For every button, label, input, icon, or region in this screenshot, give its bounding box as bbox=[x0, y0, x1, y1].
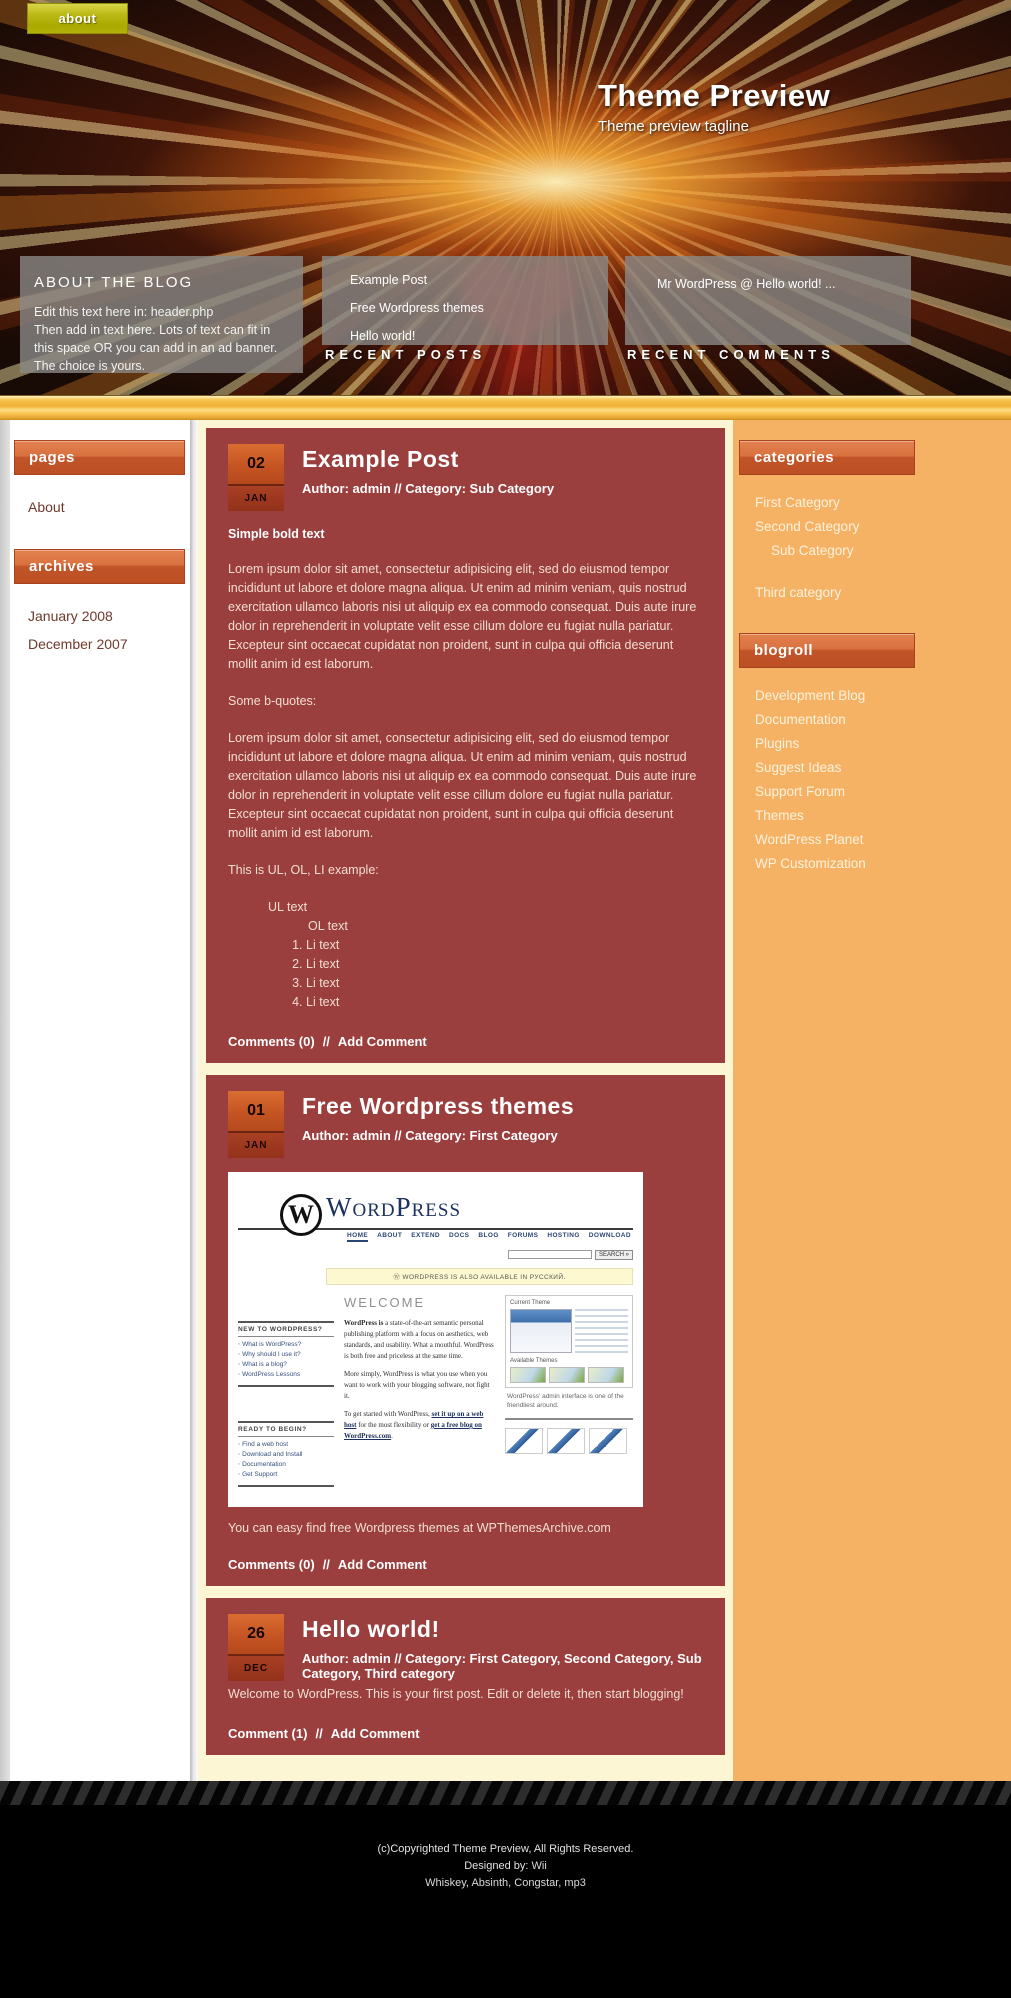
post-title-link[interactable]: Free Wordpress themes bbox=[302, 1093, 575, 1119]
archives-section-header: archives bbox=[14, 549, 185, 584]
wp-shot-logo bbox=[280, 1186, 461, 1228]
archives-links bbox=[10, 602, 190, 658]
post-date-day: 01 bbox=[228, 1091, 284, 1133]
post-date-badge bbox=[228, 1614, 284, 1681]
about-the-blog-box bbox=[20, 256, 303, 373]
comments-count-link[interactable]: Comment (1) bbox=[228, 1726, 308, 1741]
blogroll-link[interactable]: WP Customization bbox=[755, 856, 866, 871]
posts-column bbox=[198, 420, 733, 1781]
post-date-day: 26 bbox=[228, 1614, 284, 1656]
designer-link[interactable]: Wii bbox=[531, 1860, 547, 1872]
about-nav-button[interactable]: about bbox=[27, 3, 128, 34]
designed-by-label: Designed by: bbox=[464, 1860, 529, 1872]
comments-count-link[interactable]: Comments (0) bbox=[228, 1557, 315, 1572]
about-the-blog-text-2: Then add in text here. Lots of text can fit in this space OR you can add in an ad banner. The choice is yours. bbox=[34, 323, 278, 373]
post-date-day: 02 bbox=[228, 444, 284, 486]
recent-comments-label: RECENT COMMENTS bbox=[627, 347, 835, 362]
wp-shot-masthead bbox=[238, 1180, 633, 1239]
ol-text: OL text bbox=[308, 919, 348, 933]
post-title-link[interactable]: Example Post bbox=[302, 446, 459, 472]
post-meta: Author: admin // Category: Sub Category bbox=[302, 481, 555, 496]
post-header bbox=[228, 444, 703, 511]
theme-thumbnail bbox=[510, 1309, 572, 1353]
site-title-block bbox=[598, 78, 830, 135]
post-comments-line bbox=[228, 1557, 703, 1572]
wp-shot-left-column: NEW TO WORDPRESS? ◦ What is WordPress? ◦ Why should I use it? ◦ What is a blog? ◦ WordPress Lessons READY TO BEGIN? ◦ Find a web host ◦ Download and Install ◦ Documentation ◦ Get Support bbox=[238, 1295, 334, 1487]
wp-shot-search-button: SEARCH » bbox=[595, 1250, 633, 1260]
post-list-demo bbox=[228, 898, 703, 1012]
wp-shot-search-input bbox=[508, 1250, 592, 1259]
category-link[interactable]: First Category bbox=[755, 495, 840, 510]
post-title-link[interactable]: Hello world! bbox=[302, 1616, 440, 1642]
post-blockquote: Lorem ipsum dolor sit amet, consectetur adipisicing elit, sed do eiusmod tempor incididunt ut labore et dolore magna aliqua. Ut enim ad minim veniam, quis nostrud exercitation ullamco laboris nisi ut aliquip ex ea commodo consequat. Duis aute irure dolor in reprehenderit in voluptate velit esse cillum dolore eu fugiat nulla pariatur. Excepteur sint occaecat cupidatat non proident, sunt in culpa qui officia deserunt mollit anim id est laborum. bbox=[228, 731, 697, 840]
category-link[interactable]: Sub Category bbox=[771, 543, 854, 558]
header-banner bbox=[0, 0, 1011, 395]
ul-text: UL text bbox=[268, 900, 308, 914]
blogroll-section-header: blogroll bbox=[739, 633, 915, 668]
recent-comment-link[interactable]: Mr WordPress @ Hello world! ... bbox=[657, 277, 836, 291]
post-body bbox=[228, 525, 703, 1012]
ordered-list bbox=[280, 936, 703, 1012]
theme-cards bbox=[505, 1428, 633, 1454]
list-item: 2. Li text bbox=[306, 955, 703, 974]
post-bold-text: Simple bold text bbox=[228, 527, 325, 541]
add-comment-link[interactable]: Add Comment bbox=[337, 1034, 427, 1049]
pages-section-header: pages bbox=[14, 440, 185, 475]
wp-shot-main-column: WELCOME WordPress is a state-of-the-art semantic personal publishing platform with a focus on aesthetics, web standards, and usability. What a mouthful. WordPress is both free and priceless at the same time. More simply, WordPress is what you use when you want to work with your blogging software, not fight it. To get started with WordPress, set it up on a web host for the most flexibility or get a free blog on WordPress.com. bbox=[344, 1295, 494, 1440]
post-free-wordpress-themes bbox=[206, 1075, 725, 1586]
post-date-month: JAN bbox=[228, 1133, 284, 1158]
recent-post-link[interactable]: Hello world! bbox=[350, 329, 416, 343]
post-example-post bbox=[206, 428, 725, 1063]
list-item: 3. Li text bbox=[306, 974, 703, 993]
sidebar-item-about[interactable]: About bbox=[28, 499, 65, 515]
comments-separator: // bbox=[315, 1726, 323, 1741]
content-area bbox=[0, 420, 1011, 1781]
post-paragraph: Lorem ipsum dolor sit amet, consectetur adipisicing elit, sed do eiusmod tempor incididunt ut labore et dolore magna aliqua. Ut enim ad minim veniam, quis nostrud exercitation ullamco laboris nisi ut aliquip ex ea commodo consequat. Duis aute irure dolor in reprehenderit in voluptate velit esse cillum dolore eu fugiat nulla pariatur. Excepteur sint occaecat cupidatat non proident, sunt in culpa qui officia deserunt mollit anim id est laborum. bbox=[228, 562, 697, 671]
category-link[interactable]: Third category bbox=[755, 585, 842, 600]
post-comments-line bbox=[228, 1034, 703, 1049]
wp-shot-search bbox=[238, 1250, 633, 1260]
list-item: 1. Li text bbox=[306, 936, 703, 955]
comments-count-link[interactable]: Comments (0) bbox=[228, 1034, 315, 1049]
blogroll-link[interactable]: Support Forum bbox=[755, 784, 846, 799]
recent-posts-box bbox=[322, 256, 608, 345]
pages-links bbox=[10, 493, 190, 521]
wp-shot-themes-column: Current Theme Available Themes WordPress' admin interface is one of the friendliest around. bbox=[505, 1295, 633, 1487]
gold-divider-bar bbox=[0, 395, 1011, 420]
blogroll-link[interactable]: Themes bbox=[755, 808, 804, 823]
sidebar-item-archive[interactable]: December 2007 bbox=[28, 636, 128, 652]
footer-link[interactable]: Whiskey , bbox=[425, 1877, 471, 1889]
column-divider bbox=[190, 420, 198, 1781]
right-sidebar bbox=[733, 420, 1011, 1781]
category-link[interactable]: Second Category bbox=[755, 519, 860, 534]
post-paragraph: Some b-quotes: bbox=[228, 694, 317, 708]
left-edge-gutter bbox=[0, 420, 10, 1781]
post-body bbox=[228, 1685, 703, 1704]
footer-link[interactable]: Congstar , bbox=[514, 1877, 564, 1889]
blogroll-links bbox=[733, 684, 1011, 876]
post-header bbox=[228, 1614, 703, 1681]
wordpress-screenshot-image bbox=[228, 1172, 643, 1507]
list-item: 4. Li text bbox=[306, 993, 703, 1012]
categories-section-header: categories bbox=[739, 440, 915, 475]
site-tagline: Theme preview tagline bbox=[598, 118, 749, 135]
blogroll-link[interactable]: Documentation bbox=[755, 712, 846, 727]
post-paragraph: You can easy find free Wordpress themes at WPThemesArchive.com bbox=[228, 1521, 611, 1535]
post-comments-line bbox=[228, 1726, 703, 1741]
add-comment-link[interactable]: Add Comment bbox=[337, 1557, 427, 1572]
blogroll-link[interactable]: WordPress Planet bbox=[755, 832, 864, 847]
categories-links bbox=[733, 491, 1011, 605]
post-date-badge bbox=[228, 444, 284, 511]
comments-separator: // bbox=[322, 1557, 330, 1572]
post-date-badge bbox=[228, 1091, 284, 1158]
post-meta: Author: admin // Category: First Category bbox=[302, 1128, 558, 1143]
recent-post-link[interactable]: Example Post bbox=[350, 273, 428, 287]
about-the-blog-title: ABOUT THE BLOG bbox=[34, 274, 194, 291]
post-paragraph: Welcome to WordPress. This is your first post. Edit or delete it, then start blogging! bbox=[228, 1687, 684, 1701]
blogroll-link[interactable]: Plugins bbox=[755, 736, 800, 751]
recent-posts-label: RECENT POSTS bbox=[325, 347, 487, 362]
recent-comments-box bbox=[625, 256, 911, 345]
wp-shot-notice: Ⓦ WORDPRESS IS ALSO AVAILABLE IN РУССКИЙ. bbox=[326, 1268, 633, 1285]
blogroll-link[interactable]: Suggest Ideas bbox=[755, 760, 842, 775]
post-date-month: DEC bbox=[228, 1656, 284, 1681]
wp-shot-logotype: WordPress bbox=[326, 1191, 462, 1222]
wp-shot-nav: HOME ABOUT EXTEND DOCS BLOG FORUMS HOSTING DOWNLOAD bbox=[347, 1232, 631, 1242]
add-comment-link[interactable]: Add Comment bbox=[330, 1726, 420, 1741]
post-hello-world bbox=[206, 1598, 725, 1755]
post-header bbox=[228, 1091, 703, 1158]
post-date-month: JAN bbox=[228, 486, 284, 511]
blogroll-link[interactable]: Development Blog bbox=[755, 688, 866, 703]
wordpress-logo-icon: W bbox=[280, 1194, 322, 1236]
footer-stripe-band bbox=[0, 1781, 1011, 1805]
footer-link[interactable]: mp3 bbox=[564, 1877, 586, 1889]
footer-link[interactable]: Absinth , bbox=[471, 1877, 514, 1889]
copyright-text: (c)Copyrighted Theme Preview, All Rights Reserved. bbox=[377, 1843, 634, 1855]
about-the-blog-text-1: Edit this text here in: header.php bbox=[34, 305, 214, 319]
sidebar-item-archive[interactable]: January 2008 bbox=[28, 608, 113, 624]
post-meta: Author: admin // Category: First Category, Second Category, Sub Category, Third category bbox=[302, 1651, 702, 1681]
post-paragraph: This is UL, OL, LI example: bbox=[228, 863, 379, 877]
comments-separator: // bbox=[322, 1034, 330, 1049]
recent-post-link[interactable]: Free Wordpress themes bbox=[350, 301, 484, 315]
left-sidebar bbox=[10, 420, 190, 1781]
footer bbox=[0, 1805, 1011, 1998]
site-title[interactable]: Theme Preview bbox=[598, 78, 831, 113]
